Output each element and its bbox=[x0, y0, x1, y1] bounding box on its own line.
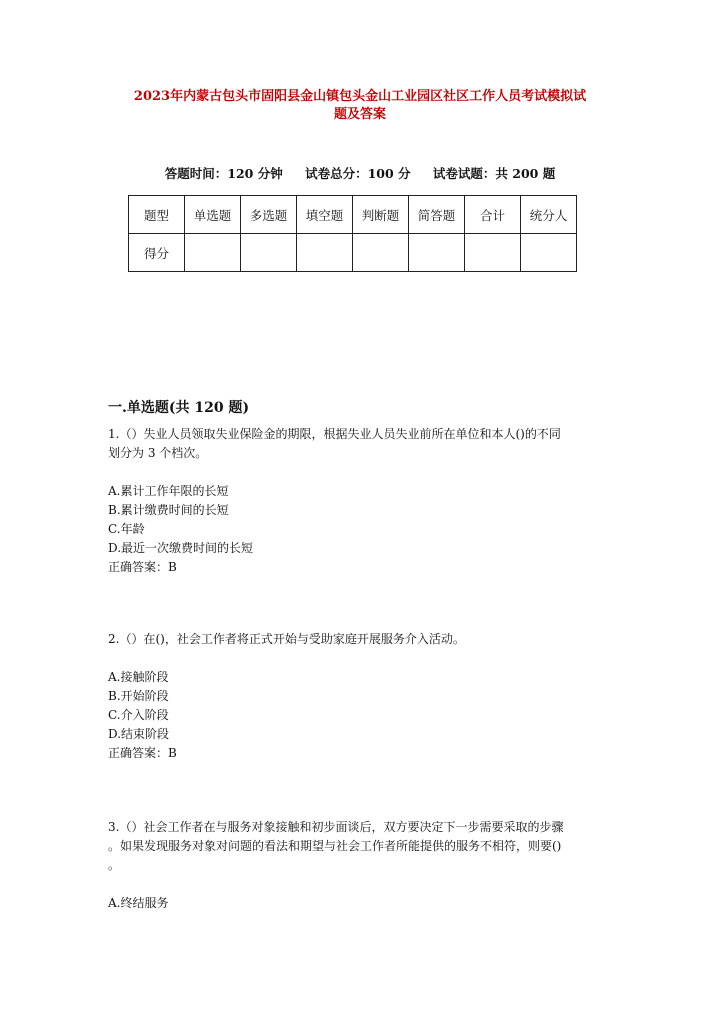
option-c: C.介入阶段 bbox=[108, 708, 169, 722]
option-d: D.结束阶段 bbox=[108, 727, 170, 741]
score-header-judge: 判断题 bbox=[353, 196, 409, 234]
score-header-type: 题型 bbox=[129, 196, 185, 234]
spacer bbox=[108, 875, 623, 894]
score-row-label: 得分 bbox=[129, 234, 185, 272]
title-line-2: 题及答案 bbox=[333, 107, 386, 122]
question-stem-line: 。 bbox=[108, 858, 121, 872]
question-stem bbox=[108, 630, 623, 649]
exam-question-count: 试卷试题：共 200 题 bbox=[432, 166, 556, 181]
score-header-fill: 填空题 bbox=[297, 196, 353, 234]
option-b: B.开始阶段 bbox=[108, 689, 169, 703]
score-header-grader: 统分人 bbox=[521, 196, 577, 234]
question-stem-line: 2.（）在()，社会工作者将正式开始与受助家庭开展服务介入活动。 bbox=[108, 632, 465, 646]
exam-total-score: 试卷总分：100 分 bbox=[305, 166, 411, 181]
score-table-header-row bbox=[129, 196, 577, 234]
spacer bbox=[108, 463, 623, 482]
score-header-multi: 多选题 bbox=[241, 196, 297, 234]
score-header-short: 简答题 bbox=[409, 196, 465, 234]
question-stem bbox=[108, 425, 623, 463]
exam-time: 答题时间：120 分钟 bbox=[164, 166, 283, 181]
option-d: D.最近一次缴费时间的长短 bbox=[108, 541, 254, 555]
section-title: 一.单选题(共 120 题) bbox=[108, 400, 250, 416]
question-stem-line: 1.（）失业人员领取失业保险金的期限，根据失业人员失业前所在单位和本人()的不同 bbox=[108, 427, 561, 441]
correct-answer: 正确答案：B bbox=[108, 746, 177, 760]
correct-answer: 正确答案：B bbox=[108, 560, 177, 574]
score-cell-short bbox=[409, 234, 465, 272]
option-a: A.终结服务 bbox=[108, 896, 169, 910]
title-line-1: 2023年内蒙古包头市固阳县金山镇包头金山工业园区社区工作人员考试模拟试 bbox=[133, 89, 587, 104]
question-stem bbox=[108, 818, 623, 875]
exam-meta bbox=[0, 164, 720, 182]
score-cell-single bbox=[185, 234, 241, 272]
question-2 bbox=[108, 630, 623, 763]
question-stem-line: 。如果发现服务对象对问题的看法和期望与社会工作者所能提供的服务不相符，则要() bbox=[108, 839, 562, 853]
option-b: B.累计缴费时间的长短 bbox=[108, 503, 229, 517]
score-cell-multi bbox=[241, 234, 297, 272]
score-cell-grader bbox=[521, 234, 577, 272]
spacer bbox=[108, 649, 623, 668]
score-table-score-row bbox=[129, 234, 577, 272]
question-3 bbox=[108, 818, 623, 913]
question-stem-line: 3.（）社会工作者在与服务对象接触和初步面谈后，双方要决定下一步需要采取的步骤 bbox=[108, 820, 564, 834]
option-a: A.累计工作年限的长短 bbox=[108, 484, 229, 498]
document-title bbox=[96, 88, 624, 124]
score-cell-judge bbox=[353, 234, 409, 272]
score-header-single: 单选题 bbox=[185, 196, 241, 234]
option-a: A.接触阶段 bbox=[108, 670, 169, 684]
score-cell-fill bbox=[297, 234, 353, 272]
score-cell-total bbox=[465, 234, 521, 272]
score-header-total: 合计 bbox=[465, 196, 521, 234]
question-stem-line: 划分为 3 个档次。 bbox=[108, 446, 208, 460]
score-table bbox=[128, 195, 577, 272]
question-1 bbox=[108, 425, 623, 577]
option-c: C.年龄 bbox=[108, 522, 145, 536]
